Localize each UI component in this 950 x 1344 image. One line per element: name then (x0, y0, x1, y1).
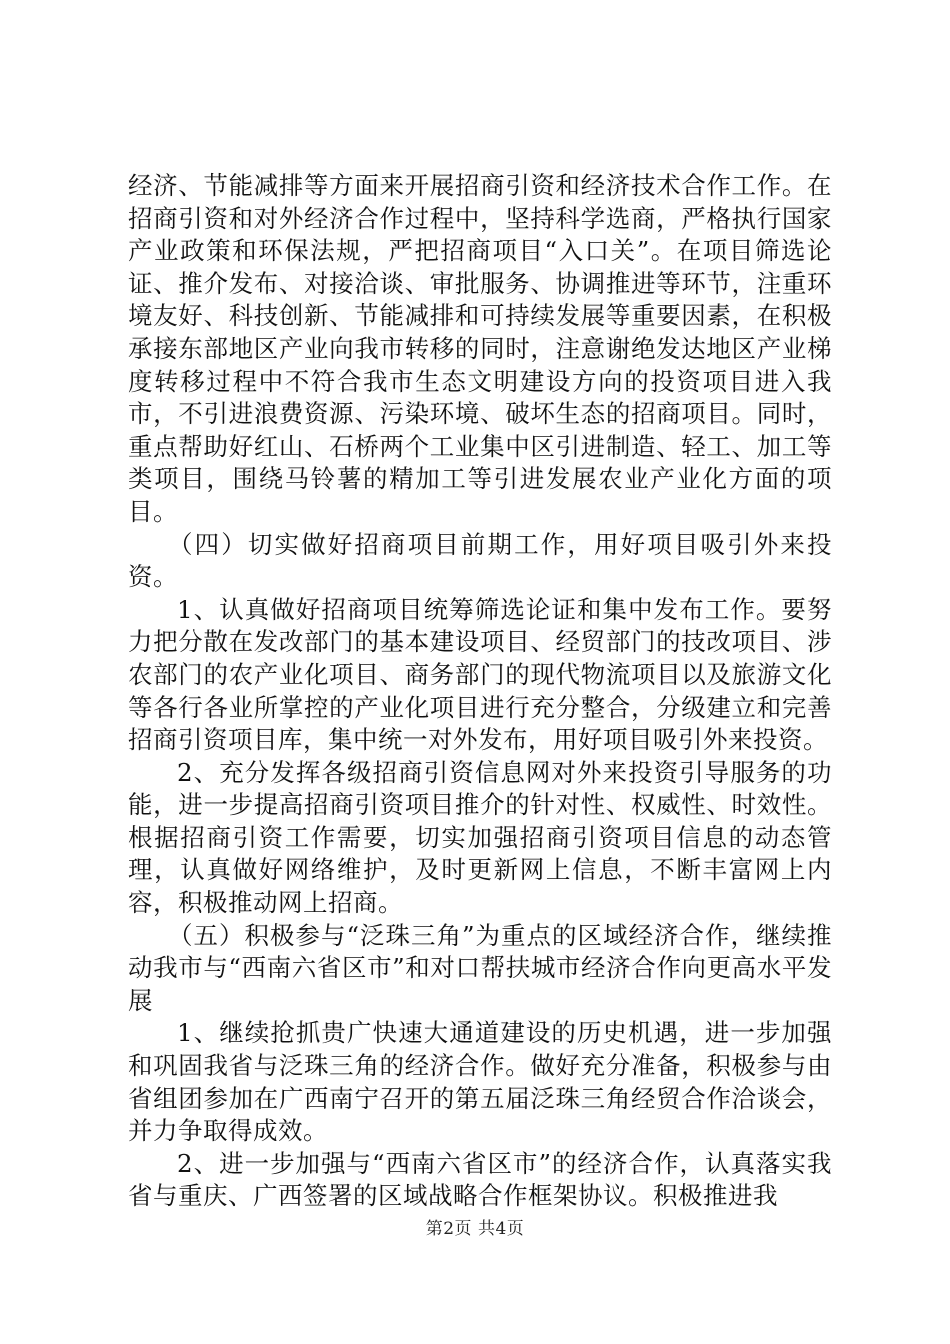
body-paragraph-item-1b: 1、继续抢抓贵广快速大通道建设的历史机遇，进一步加强和巩固我省与泛珠三角的经济合作。做好充分准备，积极参与由省组团参加在广西南宁召开的第五届泛珠三角经贸合作洽谈会，并力争取得成效。 (128, 1018, 832, 1146)
body-paragraph-item-1: 1、认真做好招商项目统筹筛选论证和集中发布工作。要努力把分散在发改部门的基本建设项目、经贸部门的技改项目、涉农部门的农产业化项目、商务部门的现代物流项目以及旅游文化等各行各业所掌控的产业化项目进行充分整合，分级建立和完善招商引资项目库，集中统一对外发布，用好项目吸引外来投资。 (128, 594, 832, 755)
body-paragraph-item-2: 2、充分发挥各级招商引资信息网对外来投资引导服务的功能，进一步提高招商引资项目推介的针对性、权威性、时效性。根据招商引资工作需要，切实加强招商引资项目信息的动态管理，认真做好网络维护，及时更新网上信息，不断丰富网上内容，积极推动网上招商。 (128, 757, 832, 918)
document-body (128, 170, 832, 1213)
page-number-footer: 第2页 共4页 (425, 1219, 525, 1239)
section-heading-5: （五）积极参与“泛珠三角”为重点的区域经济合作，继续推动我市与“西南六省区市”和对口帮扶城市经济合作向更高水平发展 (128, 920, 832, 1015)
body-paragraph-continued: 经济、节能减排等方面来开展招商引资和经济技术合作工作。在招商引资和对外经济合作过程中，坚持科学选商，严格执行国家产业政策和环保法规，严把招商项目“入口关”。在项目筛选论证、推介发布、对接洽谈、审批服务、协调推进等环节，注重环境友好、科技创新、节能减排和可持续发展等重要因素，在积极承接东部地区产业向我市转移的同时，注意谢绝发达地区产业梯度转移过程中不符合我市生态文明建设方向的投资项目进入我市，不引进浪费资源、污染环境、破坏生态的招商项目。同时，重点帮助好红山、石桥两个工业集中区引进制造、轻工、加工等类项目，围绕马铃薯的精加工等引进发展农业产业化方面的项目。 (128, 171, 832, 526)
body-paragraph-item-2b: 2、进一步加强与“西南六省区市”的经济合作，认真落实我省与重庆、广西签署的区域战略合作框架协议。积极推进我 (128, 1148, 832, 1211)
section-heading-4: （四）切实做好招商项目前期工作，用好项目吸引外来投资。 (128, 529, 832, 592)
